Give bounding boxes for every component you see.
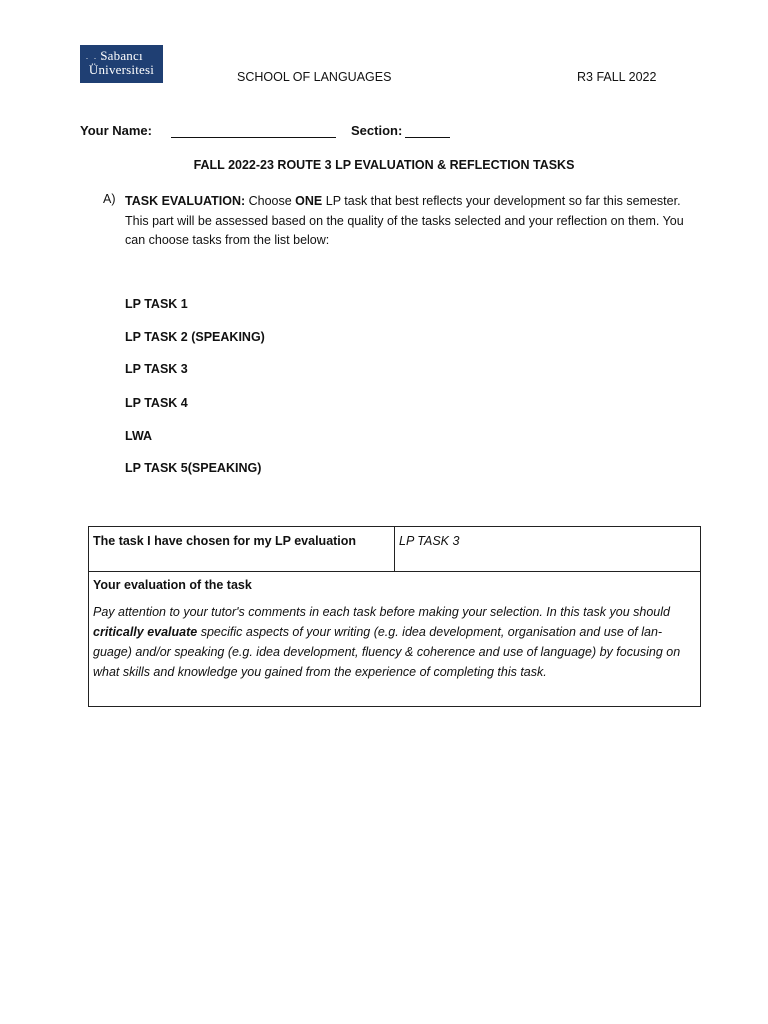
section-a-instructions [125,192,700,251]
logo-dots: . . . [86,52,106,61]
task-item-5: LWA [125,429,153,443]
evaluation-body[interactable] [93,602,696,682]
term-label: R3 FALL 2022 [577,70,657,84]
chosen-task-row [89,527,700,572]
evaluation-text-2: specific aspects of your writing (e.g. idea development, organisation and use of lan-guage) and/or speaking (e.g. idea development, fluency & coherence and use of language) by focusing on what skills and knowledge you gained from the experience of completing this task. [93,625,681,679]
evaluation-table [88,526,701,707]
school-name: SCHOOL OF LANGUAGES [237,70,392,84]
logo-line-2: Üniversitesi [88,62,155,77]
section-field[interactable] [405,137,450,138]
university-logo [80,45,163,83]
logo-line-1: Sabancı [100,48,143,63]
task-item-1: LP TASK 1 [125,297,188,311]
name-label: Your Name: [80,123,152,138]
task-item-6: LP TASK 5(SPEAKING) [125,461,262,475]
section-a-text-1: Choose [245,194,296,208]
section-a-one: ONE [295,194,323,208]
name-field[interactable] [171,137,336,138]
page-title: FALL 2022-23 ROUTE 3 LP EVALUATION & REFLECTION TASKS [193,158,575,172]
evaluation-heading: Your evaluation of the task [93,578,252,592]
chosen-task-label: The task I have chosen for my LP evaluation [89,527,395,571]
chosen-task-value[interactable]: LP TASK 3 [399,534,460,548]
section-a-heading: TASK EVALUATION: [125,194,246,208]
task-item-2: LP TASK 2 (SPEAKING) [125,330,265,344]
section-a-text-2: LP task that best reflects your development so far this semester. This part will be assessed based on the quality of the tasks selected and your reflection on them. You can choose tasks from the list below: [125,194,684,247]
evaluation-row [89,571,700,689]
evaluation-bold: critically evaluate [93,625,198,639]
task-item-4: LP TASK 4 [125,396,188,410]
section-a-marker: A) [103,192,116,206]
section-label: Section: [351,123,403,138]
evaluation-text-1: Pay attention to your tutor's comments in each task before making your selection. In this task you should [93,605,670,619]
task-item-3: LP TASK 3 [125,362,188,376]
